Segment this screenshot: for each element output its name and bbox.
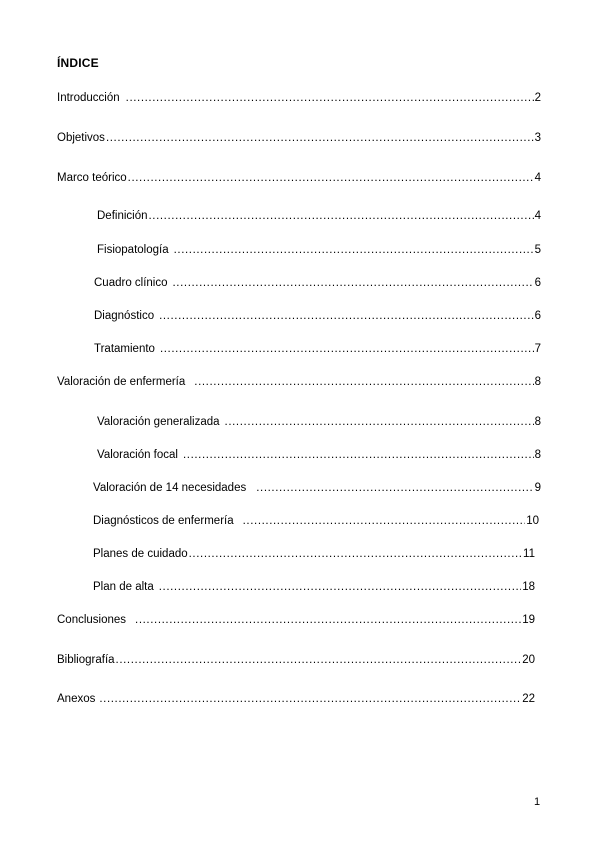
toc-label: Plan de alta [93, 581, 154, 593]
toc-label: Diagnósticos de enfermería [93, 515, 234, 527]
toc-page-number: 11 [523, 548, 535, 560]
toc-leader-dots [116, 653, 522, 667]
toc-entry-tratamiento[interactable] [94, 342, 541, 356]
toc-leader-dots [194, 375, 533, 389]
toc-leader-dots [225, 415, 534, 429]
toc-entry-bibliografia[interactable] [57, 653, 535, 667]
page-footer-number: 1 [534, 796, 541, 808]
toc-page-number: 18 [522, 581, 535, 593]
toc-label: Planes de cuidado [93, 548, 188, 560]
toc-page-number: 8 [534, 449, 541, 461]
toc-page-number: 6 [534, 310, 541, 322]
toc-label: Bibliografía [57, 654, 115, 666]
toc-entry-conclusiones[interactable] [57, 613, 535, 627]
toc-label: Valoración de 14 necesidades [93, 482, 247, 494]
toc-label: Valoración de enfermería [57, 376, 186, 388]
toc-label: Valoración focal [97, 449, 178, 461]
toc-leader-dots [174, 243, 534, 257]
toc-label: Cuadro clínico [94, 277, 168, 289]
toc-page-number: 3 [534, 132, 541, 144]
toc-leader-dots [160, 342, 534, 356]
toc-leader-dots [135, 613, 521, 627]
toc-page-number: 4 [534, 172, 541, 184]
toc-entry-fisiopatologia[interactable] [97, 243, 541, 257]
toc-page-number: 2 [534, 92, 541, 104]
toc-page-number: 8 [534, 376, 541, 388]
toc-page-number: 6 [534, 277, 541, 289]
toc-entry-planes-cuidado[interactable] [93, 547, 535, 561]
toc-page-number: 7 [534, 343, 541, 355]
toc-entry-valoracion-14-necesidades[interactable] [93, 481, 541, 495]
toc-entry-objetivos[interactable] [57, 131, 541, 145]
toc-page-number: 9 [534, 482, 541, 494]
toc-label: Tratamiento [94, 343, 155, 355]
toc-label: Conclusiones [57, 614, 127, 626]
toc-entry-definicion[interactable] [97, 209, 541, 223]
toc-entry-marco-teorico[interactable] [57, 171, 541, 185]
toc-label: Definición [97, 210, 148, 222]
toc-entry-diagnostico[interactable] [94, 309, 541, 323]
toc-leader-dots [173, 276, 534, 290]
toc-entry-plan-alta[interactable] [93, 580, 535, 594]
toc-leader-dots [189, 547, 522, 561]
toc-leader-dots [149, 209, 534, 223]
toc-page-number: 5 [534, 244, 541, 256]
toc-entry-anexos[interactable] [57, 692, 535, 706]
toc-leader-dots [243, 514, 526, 528]
toc-label: Introducción [57, 92, 120, 104]
toc-page-number: 19 [522, 614, 535, 626]
page-title: ÍNDICE [57, 56, 99, 70]
toc-label: Anexos [57, 693, 96, 705]
toc-label: Diagnóstico [94, 310, 155, 322]
toc-leader-dots [99, 692, 521, 706]
toc-leader-dots [256, 481, 533, 495]
toc-entry-valoracion-focal[interactable] [97, 448, 541, 462]
toc-entry-valoracion-enfermeria[interactable] [57, 375, 541, 389]
toc-page-number: 4 [534, 210, 541, 222]
toc-label: Objetivos [57, 132, 105, 144]
toc-page-number: 8 [534, 416, 541, 428]
toc-leader-dots [159, 580, 521, 594]
toc-page-number: 20 [522, 654, 535, 666]
toc-label: Marco teórico [57, 172, 127, 184]
toc-leader-dots [126, 91, 534, 105]
toc-leader-dots [106, 131, 534, 145]
toc-entry-valoracion-generalizada[interactable] [97, 415, 541, 429]
toc-label: Fisiopatología [97, 244, 169, 256]
toc-leader-dots [128, 171, 534, 185]
toc-leader-dots [183, 448, 534, 462]
toc-entry-introduccion[interactable] [57, 91, 541, 105]
toc-page-number: 10 [526, 515, 539, 527]
toc-page-number: 22 [522, 693, 535, 705]
toc-entry-cuadro-clinico[interactable] [94, 276, 541, 290]
toc-entry-diagnosticos-enfermeria[interactable] [93, 514, 539, 528]
toc-label: Valoración generalizada [97, 416, 220, 428]
toc-leader-dots [159, 309, 534, 323]
